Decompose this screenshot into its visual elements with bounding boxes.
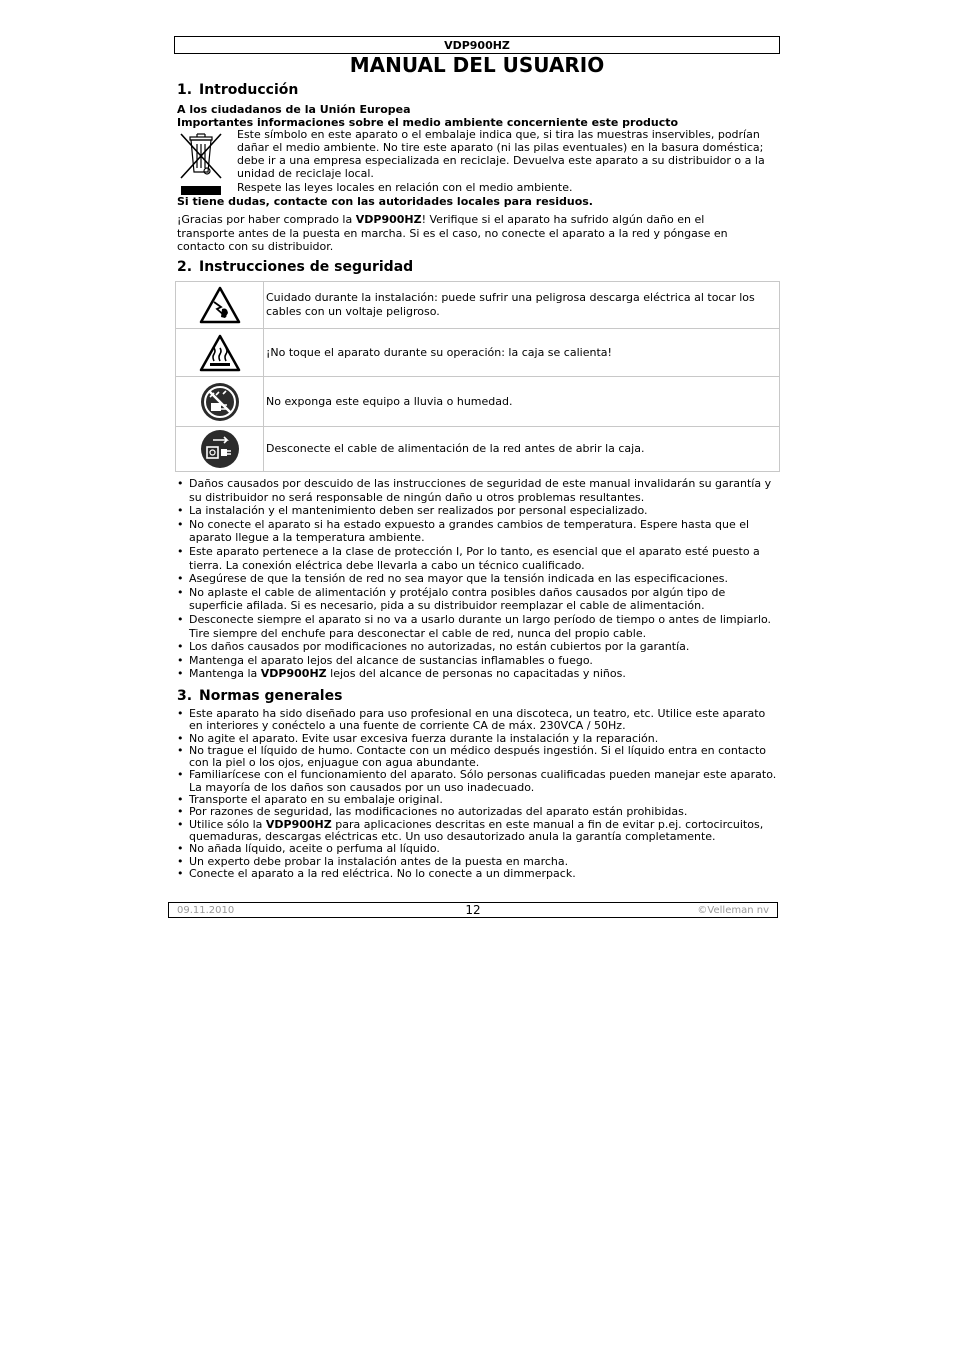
list-item-text-rest: lejos del alcance de personas no capacitadas y niños. (326, 667, 626, 681)
list-item: • Asegúrese de que la tensión de red no sea mayor que la tensión indicada en las especificaciones. (177, 572, 782, 586)
page-number: 12 (465, 903, 481, 917)
safety-text: No exponga este equipo a lluvia o humedad. (264, 377, 780, 427)
list-item-text: Utilice sólo la (189, 817, 266, 831)
list-item: • Por razones de seguridad, las modificaciones no autorizadas del aparato están prohibidas. (177, 806, 782, 818)
safety-row (176, 427, 780, 472)
list-item (177, 819, 782, 844)
list-item: • No agite el aparato. Evite usar excesiva fuerza durante la instalación y la reparación. (177, 733, 782, 745)
safety-icon-cell (176, 329, 264, 377)
section-heading-intro (177, 81, 298, 99)
list-item: • La instalación y el mantenimiento deben ser realizados por personal especializado. (177, 504, 782, 518)
safety-symbols-table (175, 281, 780, 472)
list-item: • Este aparato pertenece a la clase de protección I, Por lo tanto, es esencial que el aparato esté puesto a tierra. La conexión eléctrica debe llevarla a cabo un técnico cualificado. (177, 545, 782, 572)
list-item: • Transporte el aparato en su embalaje original. (177, 794, 782, 806)
model-header: VDP900HZ (174, 36, 780, 54)
general-bullet-list (177, 708, 782, 880)
section-number: 1. (177, 82, 193, 98)
list-item: • No trague el líquido de humo. Contacte con un médico después ingestión. Si el líquido entra en contacto con la piel o los ojos, enjuague con agua abundante. (177, 745, 782, 770)
thanks-text-rest: ! Verifique si el aparato ha sufrido algún daño en el transporte antes de la puesta en marcha. Si es el caso, no conecte el aparato a la red y póngase en contacto con su distribuidor. (177, 213, 728, 253)
model-name: VDP900HZ (260, 667, 327, 681)
safety-icon-cell (176, 377, 264, 427)
footer-copyright: ©Velleman nv (697, 905, 769, 916)
list-item: • No añada líquido, aceite o perfuma al líquido. (177, 843, 782, 855)
list-item: • Conecte el aparato a la red eléctrica. No lo conecte a un dimmerpack. (177, 868, 782, 880)
list-item: • Un experto debe probar la instalación antes de la puesta en marcha. (177, 856, 782, 868)
disconnect-mains-icon (199, 428, 241, 470)
section-title: Instrucciones de seguridad (199, 259, 414, 275)
safety-text: ¡No toque el aparato durante su operación: la caja se calienta! (264, 329, 780, 377)
safety-bullet-list (177, 477, 782, 681)
list-item (177, 667, 782, 681)
list-item: • Este aparato ha sido diseñado para uso profesional en una discoteca, un teatro, etc. Utilice este aparato en interiores y conéctelo a una fuente de corriente CA de máx. 230VCA / 50Hz. (177, 708, 782, 733)
safety-icon-cell (176, 282, 264, 329)
section-title: Normas generales (199, 688, 343, 704)
safety-row (176, 377, 780, 427)
environment-subheading: Importantes informaciones sobre el medio ambiente concerniente este producto (177, 116, 679, 129)
list-item: • Desconecte siempre el aparato si no va a usarlo durante un largo período de tiempo o antes de limpiarlo. Tire siempre del enchufe para desconectar el cable de red, nunca del propio cable. (177, 613, 782, 640)
footer-date: 09.11.2010 (177, 905, 235, 916)
page-footer (168, 902, 778, 918)
safety-icon-cell (176, 427, 264, 472)
no-rain-moisture-icon (199, 381, 241, 423)
list-item-text: Mantenga la (189, 667, 261, 681)
eu-citizens-subheading: A los ciudadanos de la Unión Europea (177, 103, 411, 116)
electric-shock-warning-icon (198, 285, 242, 325)
model-name: VDP900HZ (265, 817, 332, 831)
list-item-text-rest: para aplicaciones descritas en este manual a fin de evitar p.ej. cortocircuitos, quemaduras, descargas eléctricas etc. Un uso desautorizado anula la garantía completamente. (189, 817, 764, 843)
weee-description: Este símbolo en este aparato o el embalaje indica que, si tira las muestras inservibles, podrían dañar el medio ambiente. No tire este aparato (ni las pilas eventuales) en la basura doméstica; debe ir a una empresa especializada en reciclaje. Devuelva este aparato a su distribuidor o a la unidad de reciclaje local. (237, 128, 765, 180)
page-title: MANUAL DEL USUARIO (349, 53, 605, 77)
safety-text: Desconecte el cable de alimentación de la red antes de abrir la caja. (264, 427, 780, 472)
list-item: • Daños causados por descuido de las instrucciones de seguridad de este manual invalidarán su garantía y su distribuidor no será responsable de ningún daño u otros problemas resultantes. (177, 477, 782, 504)
section-heading-safety (177, 258, 413, 276)
weee-local-laws: Respete las leyes locales en relación con el medio ambiente. (237, 181, 573, 194)
list-item: • Los daños causados por modificaciones no autorizadas, no están cubiertos por la garantía. (177, 640, 782, 654)
safety-text: Cuidado durante la instalación: puede sufrir una peligrosa descarga eléctrica al tocar los cables con un voltaje peligroso. (264, 282, 780, 329)
list-item: • Mantenga el aparato lejos del alcance de sustancias inflamables o fuego. (177, 654, 782, 668)
section-number: 2. (177, 259, 193, 275)
waste-authority-note: Si tiene dudas, contacte con las autoridades locales para residuos. (177, 195, 593, 208)
hot-surface-warning-icon (198, 333, 242, 373)
list-item: • Familiarícese con el funcionamiento del aparato. Sólo personas cualificadas pueden manejar este aparato. La mayoría de los daños son causados por un uso inadecuado. (177, 769, 782, 794)
model-name: VDP900HZ (355, 213, 422, 226)
list-item: • No aplaste el cable de alimentación y protéjalo contra posibles daños causados por algún tipo de superficie afilada. Si es necesario, pida a su distribuidor reemplazar el cable de alimentación. (177, 586, 782, 613)
list-item: • No conecte el aparato si ha estado expuesto a grandes cambios de temperatura. Espere hasta que el aparato llegue a la temperatura ambiente. (177, 518, 782, 545)
section-title: Introducción (199, 82, 299, 98)
weee-crossed-bin-icon (177, 128, 227, 196)
thanks-paragraph (177, 213, 757, 254)
safety-row (176, 282, 780, 329)
thanks-text: ¡Gracias por haber comprado la (177, 213, 356, 226)
safety-row (176, 329, 780, 377)
section-number: 3. (177, 688, 193, 704)
section-heading-general (177, 687, 342, 705)
